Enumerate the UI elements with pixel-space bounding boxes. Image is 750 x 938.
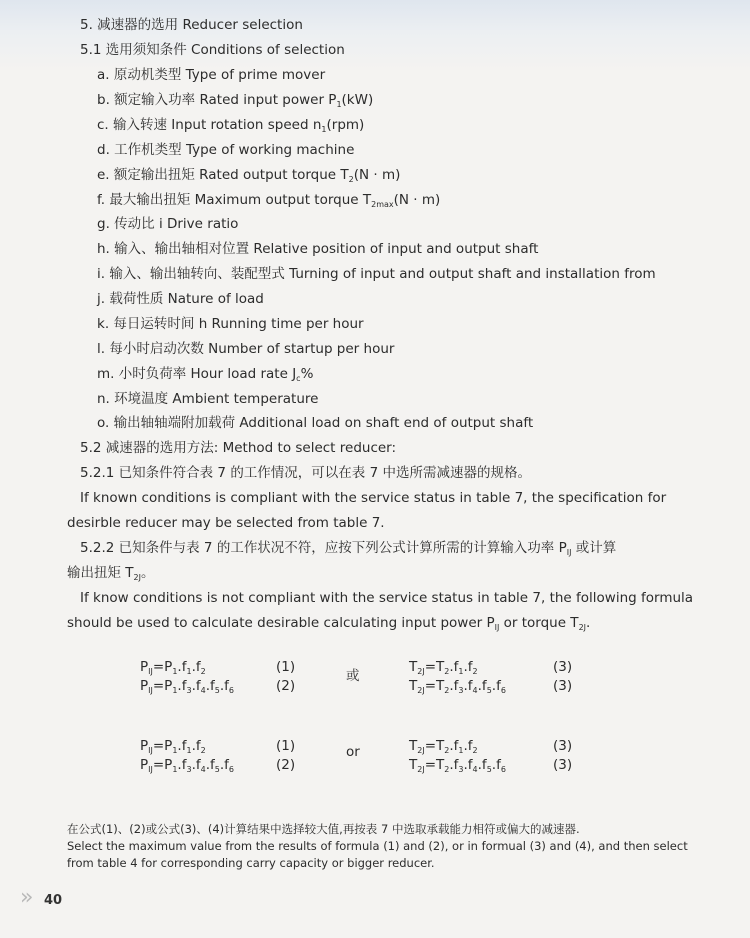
- paragraph-521-cn: 5.2.1 已知条件符合表 7 的工作情况，可以在表 7 中选所需减速器的规格。: [80, 465, 531, 481]
- condition-item: m. 小时负荷率 Hour load rate $J_c\%$: [97, 366, 314, 383]
- formula-number: (3): [553, 659, 573, 675]
- formula-3: $T_{2J}=T_2.f_1.f_2$: [409, 738, 478, 755]
- formula-4: $T_{2J}=T_2.f_3.f_4.f_5.f_6$: [409, 757, 506, 774]
- formula-2: $P_{IJ}=P_1.f_3.f_4.f_5.f_6$: [140, 757, 234, 774]
- formula-number: (3): [553, 678, 573, 694]
- condition-item: a. 原动机类型 Type of prime mover: [97, 67, 326, 83]
- formula-4: $T_{2J}=T_2.f_3.f_4.f_5.f_6$: [409, 678, 506, 695]
- condition-item: o. 输出轴轴端附加载荷 Additional load on shaft end of output shaft: [97, 415, 534, 431]
- section-heading: 5. 减速器的选用 Reducer selection: [80, 17, 303, 33]
- condition-item: j. 载荷性质 Nature of load: [97, 291, 264, 307]
- formula-number: (3): [553, 738, 573, 754]
- note-en: from table 4 for corresponding carry capacity or bigger reducer.: [67, 856, 435, 870]
- condition-item: h. 输入、输出轴相对位置 Relative position of input and output shaft: [97, 241, 539, 257]
- page-number: 40: [44, 893, 63, 908]
- formula-number: (1): [276, 659, 296, 675]
- method-heading: 5.2 减速器的选用方法: Method to select reducer:: [80, 440, 397, 456]
- condition-item: b. 额定输入功率 Rated input power $P_1(kW)$: [97, 92, 374, 109]
- formula-conjunction: or: [346, 744, 360, 760]
- formula-3: $T_{2J}=T_2.f_1.f_2$: [409, 659, 478, 676]
- formula-1: $P_{IJ}=P_1.f_1.f_2$: [140, 659, 206, 676]
- subsection-heading: 5.1 选用须知条件 Conditions of selection: [80, 42, 345, 58]
- formula-number: (1): [276, 738, 296, 754]
- condition-item: k. 每日运转时间 h Running time per hour: [97, 316, 364, 332]
- condition-item: l. 每小时启动次数 Number of startup per hour: [97, 341, 395, 357]
- note-en: Select the maximum value from the results of formula (1) and (2), or in formual (3) and (4), and then select: [67, 839, 688, 853]
- condition-item: f. 最大输出扭矩 Maximum output torque $T_{2max}(N \cdot m)$: [97, 192, 441, 209]
- note-cn: 在公式(1)、(2)或公式(3)、(4)计算结果中选择较大值,再按表 7 中选取承载能力相符或偏大的减速器.: [67, 822, 580, 836]
- condition-item: n. 环境温度 Ambient temperature: [97, 391, 319, 407]
- condition-item: e. 额定输出扭矩 Rated output torque $T_2(N \cdot m)$: [97, 167, 401, 184]
- paragraph-522-en: If know conditions is not compliant with the service status in table 7, the following formula: [80, 590, 694, 606]
- condition-item: d. 工作机类型 Type of working machine: [97, 142, 355, 158]
- paragraph-521-en: desirble reducer may be selected from table 7.: [67, 515, 385, 531]
- formula-conjunction: 或: [346, 668, 360, 684]
- chevron-right-icon: »: [20, 885, 30, 910]
- condition-item: g. 传动比 i Drive ratio: [97, 216, 239, 232]
- paragraph-521-en: If known conditions is compliant with the service status in table 7, the specification for: [80, 490, 667, 506]
- formula-1: $P_{IJ}=P_1.f_1.f_2$: [140, 738, 206, 755]
- formula-number: (2): [276, 678, 296, 694]
- condition-item: i. 输入、输出轴转向、装配型式 Turning of input and output shaft and installation from: [97, 266, 656, 282]
- paragraph-522-en: should be used to calculate desirable calculating input power $P_{IJ}$ or torque $T_{2J}$.: [67, 615, 591, 632]
- paragraph-522-cn: 5.2.2 已知条件与表 7 的工作状况不符，应按下列公式计算所需的计算输入功率 $P_{IJ}$ 或计算: [80, 540, 617, 557]
- formula-number: (2): [276, 757, 296, 773]
- formula-number: (3): [553, 757, 573, 773]
- paragraph-522-cn: 输出扭矩 $T_{2J}$。: [67, 565, 155, 582]
- formula-2: $P_{IJ}=P_1.f_3.f_4.f_5.f_6$: [140, 678, 234, 695]
- condition-item: c. 输入转速 Input rotation speed $n_1(rpm)$: [97, 117, 365, 134]
